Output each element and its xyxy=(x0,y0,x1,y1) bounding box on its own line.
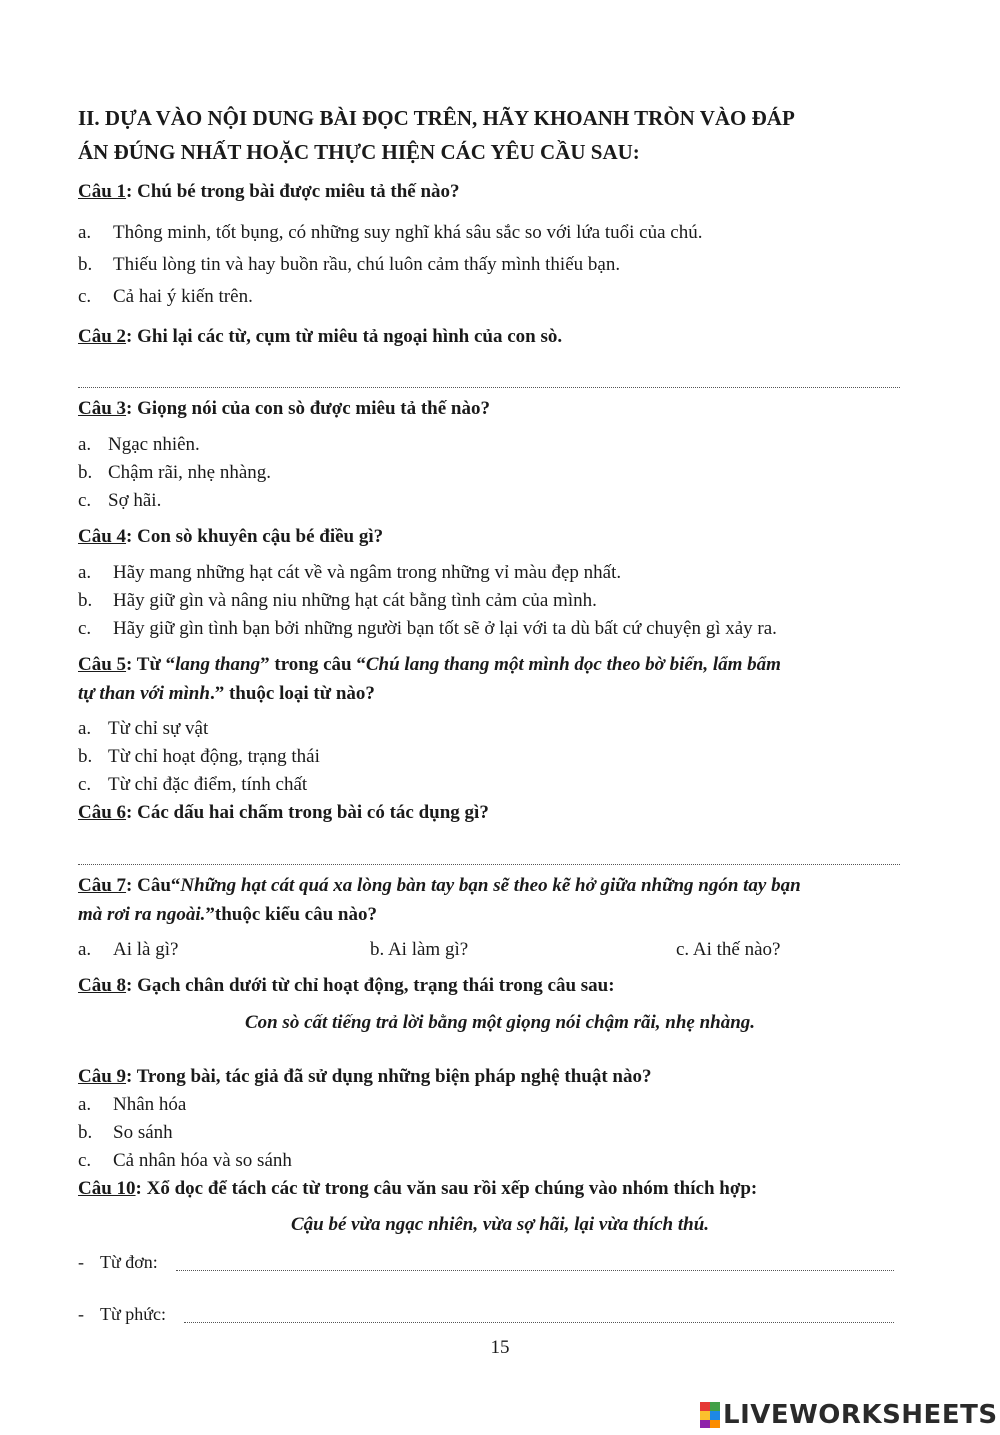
option-text: So sánh xyxy=(113,1122,173,1143)
question-number: Câu 10 xyxy=(78,1178,136,1199)
quoted-word: lang thang xyxy=(175,654,261,675)
option-text: Nhân hóa xyxy=(113,1094,187,1115)
option-letter: c. xyxy=(78,618,92,639)
question-5-line-2 xyxy=(78,683,375,705)
q5-option-c[interactable] xyxy=(78,774,307,796)
answer-line-single-words[interactable] xyxy=(176,1270,894,1271)
option-text: Thiếu lòng tin và hay buồn rầu, chú luôn cảm thấy mình thiếu bạn. xyxy=(113,254,621,275)
q3-option-c[interactable] xyxy=(78,490,161,512)
quoted-sentence: Những hạt cát quá xa lòng bàn tay bạn sẽ theo kẽ hở giữa những ngón tay bạn xyxy=(180,875,801,896)
option-text: Từ chỉ sự vật xyxy=(108,718,209,739)
question-10 xyxy=(78,1178,757,1200)
option-text: Hãy mang những hạt cát về và ngâm trong những vỉ màu đẹp nhất. xyxy=(113,562,622,583)
q9-option-a[interactable] xyxy=(78,1094,186,1116)
option-letter: b. xyxy=(78,462,93,483)
q1-option-b[interactable] xyxy=(78,254,620,276)
liveworksheets-logo-icon xyxy=(700,1402,720,1428)
q4-option-b[interactable] xyxy=(78,590,597,612)
option-letter: b. xyxy=(78,746,93,767)
liveworksheets-logo[interactable] xyxy=(700,1395,998,1435)
question-text: : Ghi lại các từ, cụm từ miêu tả ngoại hình của con sò. xyxy=(126,326,563,347)
question-number: Câu 4 xyxy=(78,526,127,547)
option-letter: a. xyxy=(78,434,92,455)
q5-option-a[interactable] xyxy=(78,718,208,740)
q8-sentence[interactable]: Con sò cất tiếng trả lời bằng một giọng nói chậm rãi, nhẹ nhàng. xyxy=(244,1012,756,1033)
option-text: Ai là gì? xyxy=(113,939,179,960)
q9-option-b[interactable] xyxy=(78,1122,173,1144)
question-text: : Xổ dọc để tách các từ trong câu văn sau rồi xếp chúng vào nhóm thích hợp: xyxy=(135,1178,758,1199)
q3-option-b[interactable] xyxy=(78,462,271,484)
option-text: Hãy giữ gìn tình bạn bởi những người bạn tốt sẽ ở lại với ta dù bất cứ chuyện gì xảy ra. xyxy=(113,618,777,639)
page-number: 15 xyxy=(490,1337,510,1358)
option-text: Cả hai ý kiến trên. xyxy=(113,286,253,307)
option-letter: a. xyxy=(78,222,92,243)
option-letter: a. xyxy=(78,939,92,960)
option-letter: b. xyxy=(78,254,93,275)
question-1 xyxy=(78,181,460,203)
question-5 xyxy=(78,654,781,676)
q7-option-a[interactable] xyxy=(78,939,178,961)
answer-row-compound-words xyxy=(78,1304,166,1325)
liveworksheets-logo-text: LIVEWORKSHEETS xyxy=(723,1400,998,1430)
option-text: Sợ hãi. xyxy=(108,490,162,511)
option-text: Từ chỉ đặc điểm, tính chất xyxy=(108,774,308,795)
question-2 xyxy=(78,326,562,348)
question-3 xyxy=(78,398,490,420)
option-text: Từ chỉ hoạt động, trạng thái xyxy=(108,746,320,767)
q10-sentence: Cậu bé vừa ngạc nhiên, vừa sợ hãi, lại vừa thích thú. xyxy=(290,1214,710,1235)
option-text: Thông minh, tốt bụng, có những suy nghĩ khá sâu sắc so với lứa tuổi của chú. xyxy=(113,222,703,243)
option-letter: a. xyxy=(78,562,92,583)
answer-label: Từ đơn: xyxy=(100,1252,158,1272)
option-text: c. Ai thế nào? xyxy=(676,939,781,960)
question-text: ” trong câu “ xyxy=(260,654,366,675)
option-letter: c. xyxy=(78,1150,92,1171)
question-8 xyxy=(78,975,615,997)
q5-option-b[interactable] xyxy=(78,746,320,768)
question-text: .” thuộc loại từ nào? xyxy=(209,683,375,704)
question-number: Câu 5 xyxy=(78,654,127,675)
dash-bullet: - xyxy=(78,1252,84,1272)
option-text: b. Ai làm gì? xyxy=(370,939,469,960)
q7-option-b[interactable] xyxy=(370,939,468,961)
question-4 xyxy=(78,526,383,548)
answer-line-q6[interactable] xyxy=(78,864,900,865)
option-text: Cả nhân hóa và so sánh xyxy=(113,1150,292,1171)
option-letter: c. xyxy=(78,286,92,307)
q9-option-c[interactable] xyxy=(78,1150,292,1172)
q1-option-c[interactable] xyxy=(78,286,253,308)
option-letter: b. xyxy=(78,1122,93,1143)
section-heading-line-2: ÁN ĐÚNG NHẤT HOẶC THỰC HIỆN CÁC YÊU CẦU SAU: xyxy=(78,140,640,164)
option-letter: c. xyxy=(78,490,92,511)
option-text: Ngạc nhiên. xyxy=(108,434,200,455)
question-text: : Trong bài, tác giả đã sử dụng những biện pháp nghệ thuật nào? xyxy=(126,1066,652,1087)
q1-option-a[interactable] xyxy=(78,222,702,244)
question-number: Câu 3 xyxy=(78,398,127,419)
question-9 xyxy=(78,1066,651,1088)
option-text: Chậm rãi, nhẹ nhàng. xyxy=(108,462,272,483)
question-number: Câu 6 xyxy=(78,802,127,823)
quoted-sentence: mà rơi ra ngoài. xyxy=(78,904,206,925)
section-heading-line-1: II. DỰA VÀO NỘI DUNG BÀI ĐỌC TRÊN, HÃY KHOANH TRÒN VÀO ĐÁP xyxy=(78,106,795,130)
option-letter: a. xyxy=(78,718,92,739)
question-text: : Từ “ xyxy=(126,654,176,675)
question-number: Câu 2 xyxy=(78,326,127,347)
option-letter: a. xyxy=(78,1094,92,1115)
answer-label: Từ phức: xyxy=(100,1304,166,1324)
option-letter: c. xyxy=(78,774,92,795)
answer-line-q2[interactable] xyxy=(78,387,900,388)
quoted-sentence: Chú lang thang một mình dọc theo bờ biển, lẩm bẩm xyxy=(365,654,781,675)
answer-line-compound-words[interactable] xyxy=(184,1322,894,1323)
question-text: : Chú bé trong bài được miêu tả thế nào? xyxy=(126,181,460,202)
question-text: : Các dấu hai chấm trong bài có tác dụng gì? xyxy=(126,802,489,823)
option-text: Hãy giữ gìn và nâng niu những hạt cát bằng tình cảm của mình. xyxy=(113,590,597,611)
dash-bullet: - xyxy=(78,1304,84,1324)
question-text: : Giọng nói của con sò được miêu tả thế nào? xyxy=(126,398,490,419)
question-text: ”thuộc kiểu câu nào? xyxy=(205,904,377,925)
question-text: : Con sò khuyên cậu bé điều gì? xyxy=(126,526,384,547)
answer-row-single-words xyxy=(78,1252,158,1273)
question-number: Câu 1 xyxy=(78,181,127,202)
q7-option-c[interactable] xyxy=(676,939,780,961)
question-text: : Câu“ xyxy=(126,875,181,896)
question-7 xyxy=(78,875,801,897)
quoted-sentence: tự than với mình xyxy=(78,683,210,704)
option-letter: b. xyxy=(78,590,93,611)
question-number: Câu 7 xyxy=(78,875,127,896)
q4-option-c[interactable] xyxy=(78,618,777,640)
question-7-line-2 xyxy=(78,904,377,926)
question-number: Câu 8 xyxy=(78,975,127,996)
q3-option-a[interactable] xyxy=(78,434,200,456)
question-6 xyxy=(78,802,489,824)
q4-option-a[interactable] xyxy=(78,562,621,584)
question-text: : Gạch chân dưới từ chỉ hoạt động, trạng thái trong câu sau: xyxy=(126,975,615,996)
question-number: Câu 9 xyxy=(78,1066,127,1087)
